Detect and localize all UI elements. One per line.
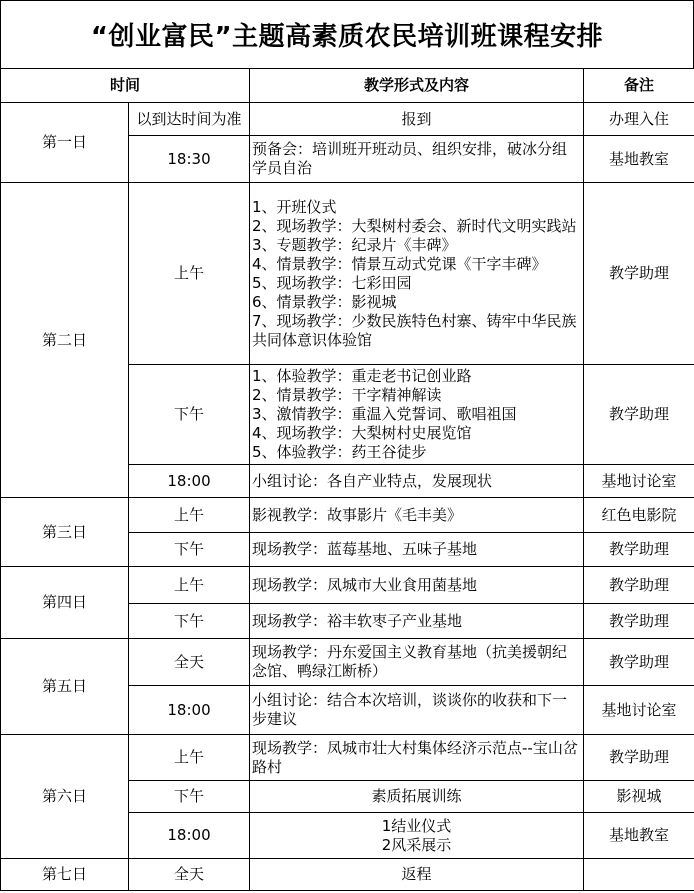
content-line: 2、现场教学：大梨树村委会、新时代文明实践站 xyxy=(252,216,577,235)
time-cell: 下午 xyxy=(129,365,250,465)
content-cell: 现场教学：凤城市壮大村集体经济示范点--宝山岔路村 xyxy=(250,735,584,781)
content-cell: 现场教学：凤城市大业食用菌基地 xyxy=(250,567,584,604)
content-cell: 小组讨论：各自产业特点，发展现状 xyxy=(250,465,584,498)
day-label: 第三日 xyxy=(1,498,129,567)
note-cell xyxy=(584,859,694,891)
note-cell: 基地教室 xyxy=(584,136,694,183)
content-line: 3、激情教学：重温入党誓词、歌唱祖国 xyxy=(252,405,517,423)
time-cell: 上午 xyxy=(129,735,250,781)
time-cell: 全天 xyxy=(129,859,250,891)
content-cell: 报到 xyxy=(250,103,584,136)
content-cell: 现场教学：丹东爱国主义教育基地（抗美援朝纪念馆、鸭绿江断桥） xyxy=(250,639,584,686)
time-cell: 下午 xyxy=(129,604,250,639)
time-cell: 上午 xyxy=(129,567,250,604)
day-label: 第一日 xyxy=(1,103,129,183)
note-cell: 教学助理 xyxy=(584,604,694,639)
time-cell: 全天 xyxy=(129,639,250,686)
note-cell: 影视城 xyxy=(584,781,694,813)
content-cell: 小组讨论：结合本次培训，谈谈你的收获和下一步建议 xyxy=(250,686,584,735)
content-line: 6、情景教学：影视城 xyxy=(252,292,397,311)
time-cell: 18:00 xyxy=(129,465,250,498)
content-line: 1结业仪式 xyxy=(381,816,452,835)
content-cell: 预备会：培训班开班动员、组织安排，破冰分组学员自治 xyxy=(250,136,584,183)
time-cell: 下午 xyxy=(129,533,250,567)
day-label: 第四日 xyxy=(1,567,129,639)
time-cell: 上午 xyxy=(129,183,250,365)
content-line: 1、体验教学：重走老书记创业路 xyxy=(252,367,472,385)
content-cell xyxy=(250,813,584,859)
day-label: 第六日 xyxy=(1,735,129,859)
content-line: 5、体验教学：药王谷徒步 xyxy=(252,443,427,461)
header-time: 时间 xyxy=(1,69,250,103)
note-cell: 教学助理 xyxy=(584,567,694,604)
table-row xyxy=(1,103,694,136)
note-cell: 基地讨论室 xyxy=(584,465,694,498)
content-cell: 素质拓展训练 xyxy=(250,781,584,813)
table-row xyxy=(1,183,694,365)
table-row xyxy=(1,498,694,533)
table-row xyxy=(1,735,694,781)
content-cell: 现场教学：裕丰软枣子产业基地 xyxy=(250,604,584,639)
content-line: 1、开班仪式 xyxy=(252,197,337,216)
day-label: 第二日 xyxy=(1,183,129,498)
header-note: 备注 xyxy=(584,69,694,103)
time-cell: 18:00 xyxy=(129,686,250,735)
table-row xyxy=(1,859,694,891)
content-line: 4、情景教学：情景互动式党课《干字丰碑》 xyxy=(252,254,547,273)
table-row xyxy=(1,639,694,686)
note-cell: 教学助理 xyxy=(584,365,694,465)
content-line: 7、现场教学：少数民族特色村寨、铸牢中华民族共同体意识体验馆 xyxy=(252,311,577,349)
content-cell xyxy=(250,365,584,465)
content-cell xyxy=(250,183,584,365)
note-cell: 基地教室 xyxy=(584,813,694,859)
content-line: 4、现场教学：大梨树村史展览馆 xyxy=(252,424,472,442)
day-label: 第五日 xyxy=(1,639,129,735)
header-row xyxy=(1,69,694,103)
note-cell: 办理入住 xyxy=(584,103,694,136)
time-cell: 以到达时间为准 xyxy=(129,103,250,136)
day-label: 第七日 xyxy=(1,859,129,891)
note-cell: 基地讨论室 xyxy=(584,686,694,735)
content-cell: 现场教学：蓝莓基地、五味子基地 xyxy=(250,533,584,567)
content-line: 5、现场教学：七彩田园 xyxy=(252,273,412,292)
note-cell: 教学助理 xyxy=(584,735,694,781)
header-content: 教学形式及内容 xyxy=(250,69,584,103)
note-cell: 红色电影院 xyxy=(584,498,694,533)
time-cell: 18:00 xyxy=(129,813,250,859)
note-cell: 教学助理 xyxy=(584,639,694,686)
content-cell: 返程 xyxy=(250,859,584,891)
note-cell: 教学助理 xyxy=(584,183,694,365)
note-cell: 教学助理 xyxy=(584,533,694,567)
content-line: 2、情景教学：干字精神解读 xyxy=(252,386,442,404)
time-cell: 18:30 xyxy=(129,136,250,183)
content-line: 3、专题教学：纪录片《丰碑》 xyxy=(252,235,457,254)
table-row xyxy=(1,567,694,604)
schedule-table xyxy=(0,68,694,891)
time-cell: 上午 xyxy=(129,498,250,533)
content-cell: 影视教学：故事影片《毛丰美》 xyxy=(250,498,584,533)
content-line: 2风采展示 xyxy=(381,835,452,854)
time-cell: 下午 xyxy=(129,781,250,813)
page-title: “创业富民”主题高素质农民培训班课程安排 xyxy=(0,0,694,68)
